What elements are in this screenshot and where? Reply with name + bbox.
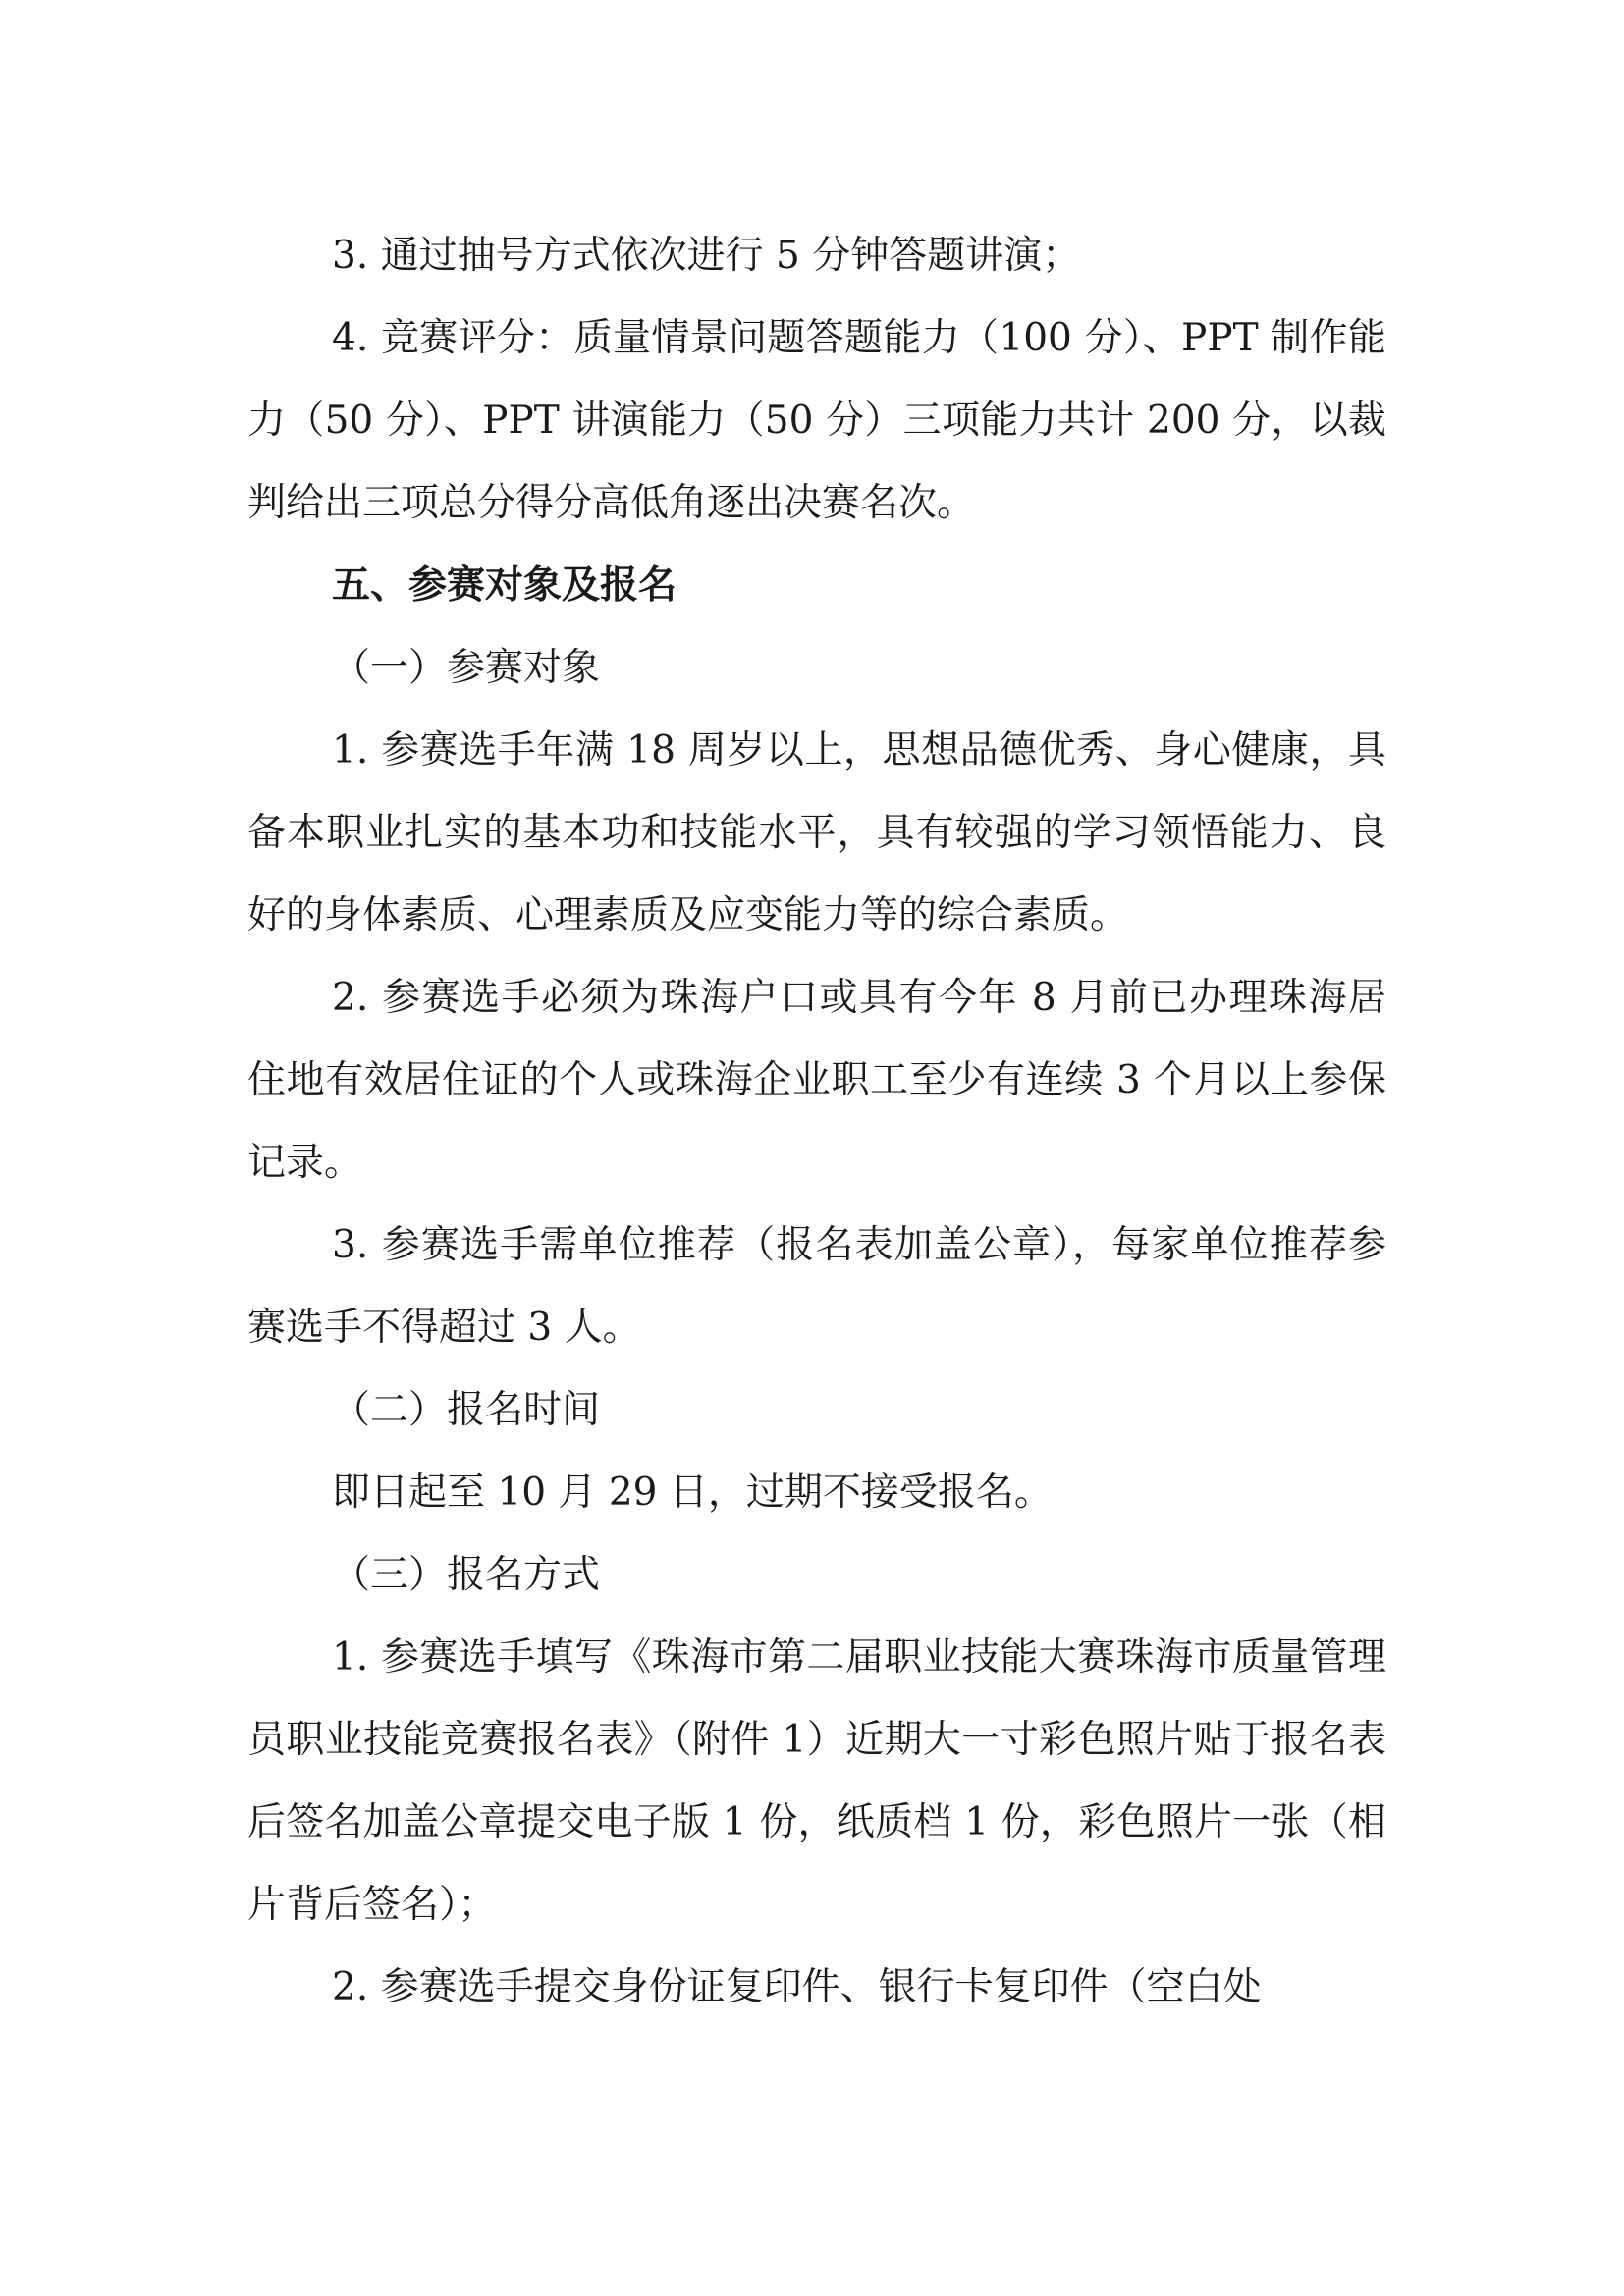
paragraph-method-1: 1. 参赛选手填写《珠海市第二届职业技能大赛珠海市质量管理员职业技能竞赛报名表》（附件 1）近期大一寸彩色照片贴于报名表后签名加盖公章提交电子版 1 份，纸质档 1 份，彩色照片一张（相片背后签名）； (247, 1635, 1386, 1927)
subheading-registration-method: （三）报名方式 (332, 1553, 601, 1597)
paragraph-step-3: 3. 通过抽号方式依次进行 5 分钟答题讲演； (332, 234, 1081, 278)
paragraph-step-4-scoring: 4. 竞赛评分：质量情景问题答题能力（100 分）、PPT 制作能力（50 分）、PPT 讲演能力（50 分）三项能力共计 200 分，以裁判给出三项总分得分高低角逐出决赛名次。 (247, 316, 1386, 525)
section-heading-participants: 五、参赛对象及报名 (332, 563, 677, 608)
paragraph-registration-deadline: 即日起至 10 月 29 日，过期不接受报名。 (332, 1470, 1053, 1515)
subheading-registration-time: （二）报名时间 (332, 1388, 601, 1432)
paragraph-eligibility-2: 2. 参赛选手必须为珠海户口或具有今年 8 月前已办理珠海居住地有效居住证的个人或珠海企业职工至少有连续 3 个月以上参保记录。 (247, 976, 1386, 1185)
paragraph-method-2: 2. 参赛选手提交身份证复印件、银行卡复印件（空白处 (332, 1965, 1262, 2009)
subheading-participants: （一）参赛对象 (332, 646, 601, 690)
document-body (247, 215, 1386, 2029)
paragraph-eligibility-3: 3. 参赛选手需单位推荐（报名表加盖公章），每家单位推荐参赛选手不得超过 3 人。 (247, 1223, 1386, 1350)
paragraph-eligibility-1: 1. 参赛选手年满 18 周岁以上，思想品德优秀、身心健康，具备本职业扎实的基本功和技能水平，具有较强的学习领悟能力、良好的身体素质、心理素质及应变能力等的综合素质。 (247, 728, 1386, 937)
